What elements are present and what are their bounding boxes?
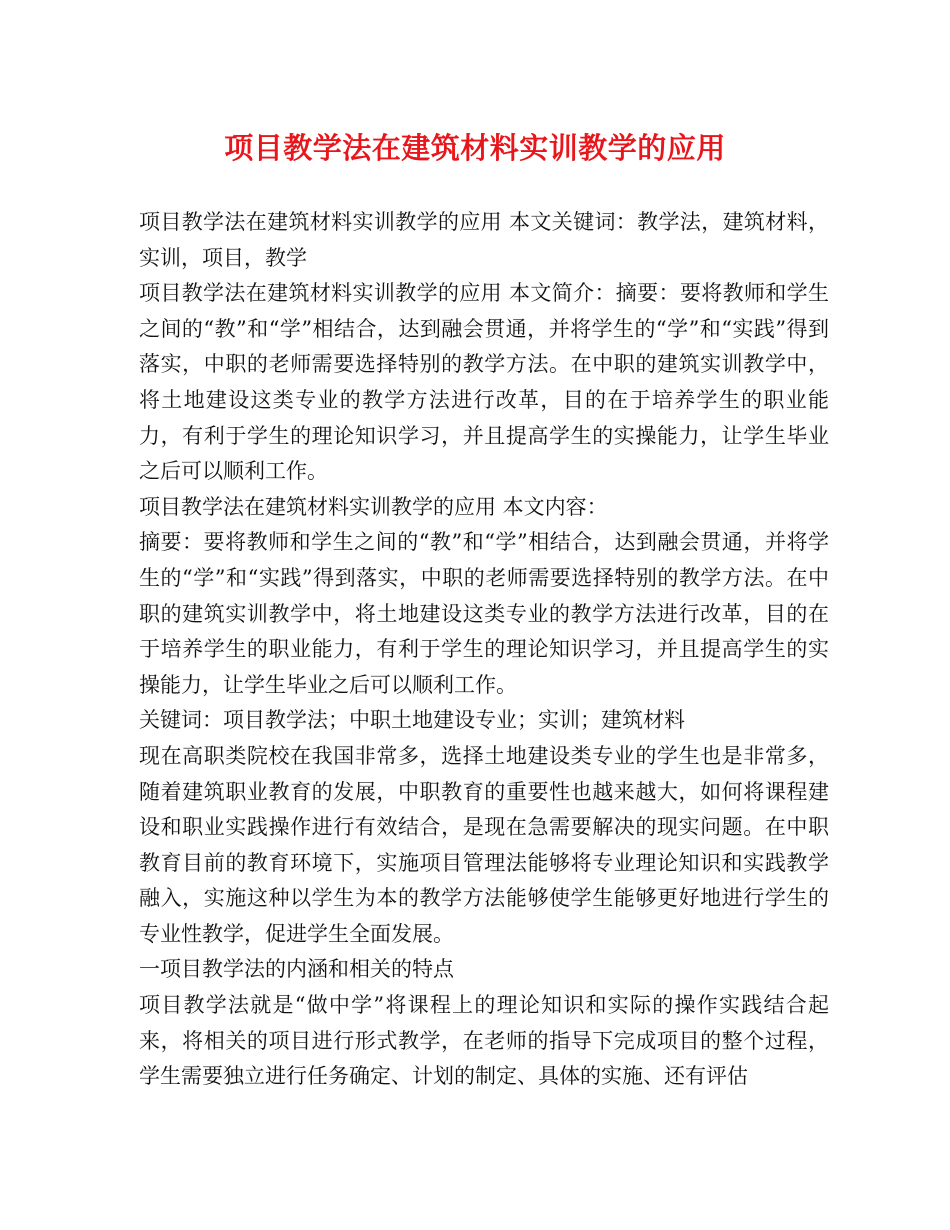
paragraph-background: 现在高职类院校在我国非常多，选择土地建设类专业的学生也是非常多，随着建筑职业教育的发展，中职教育的重要性也越来越大，如何将课程建设和职业实践操作进行有效结合，是现在急需要解决的现实问题。在中职教育目前的教育环境下，实施项目管理法能够将专业理论知识和实践教学融入，实施这种以学生为本的教学方法能够使学生能够更好地进行学生的专业性教学，促进学生全面发展。 [139, 743, 829, 946]
paragraph-summary-intro: 项目教学法在建筑材料实训教学的应用 本文简介：摘要：要将教师和学生之间的“教”和“学”相结合，达到融会贯通，并将学生的“学”和“实践”得到落实，中职的老师需要选择特别的教学方法。在中职的建筑实训教学中，将土地建设这类专业的教学方法进行改革，目的在于培养学生的职业能力，有利于学生的理论知识学习，并且提高学生的实操能力，让学生毕业之后可以顺利工作。 [139, 281, 829, 484]
paragraph-content-heading: 项目教学法在建筑材料实训教学的应用 本文内容： [139, 494, 608, 519]
document-body [139, 205, 829, 1095]
document-title: 项目教学法在建筑材料实训教学的应用 [224, 131, 726, 165]
section-heading: 一项目教学法的内涵和相关的特点 [139, 957, 454, 982]
paragraph-keywords-intro: 项目教学法在建筑材料实训教学的应用 本文关键词：教学法，建筑材料，实训，项目，教学 [139, 210, 829, 270]
paragraph-keywords: 关键词：项目教学法；中职土地建设专业；实训；建筑材料 [139, 708, 685, 733]
paragraph-definition: 项目教学法就是“做中学”将课程上的理论知识和实际的操作实践结合起来，将相关的项目进行形式教学，在老师的指导下完成项目的整个过程，学生需要独立进行任务确定、计划的制定、具体的实施、还有评估 [139, 993, 829, 1089]
paragraph-abstract: 摘要：要将教师和学生之间的“教”和“学”相结合，达到融会贯通，并将学生的“学”和“实践”得到落实，中职的老师需要选择特别的教学方法。在中职的建筑实训教学中，将土地建设这类专业的教学方法进行改革，目的在于培养学生的职业能力，有利于学生的理论知识学习，并且提高学生的实操能力，让学生毕业之后可以顺利工作。 [139, 530, 829, 697]
